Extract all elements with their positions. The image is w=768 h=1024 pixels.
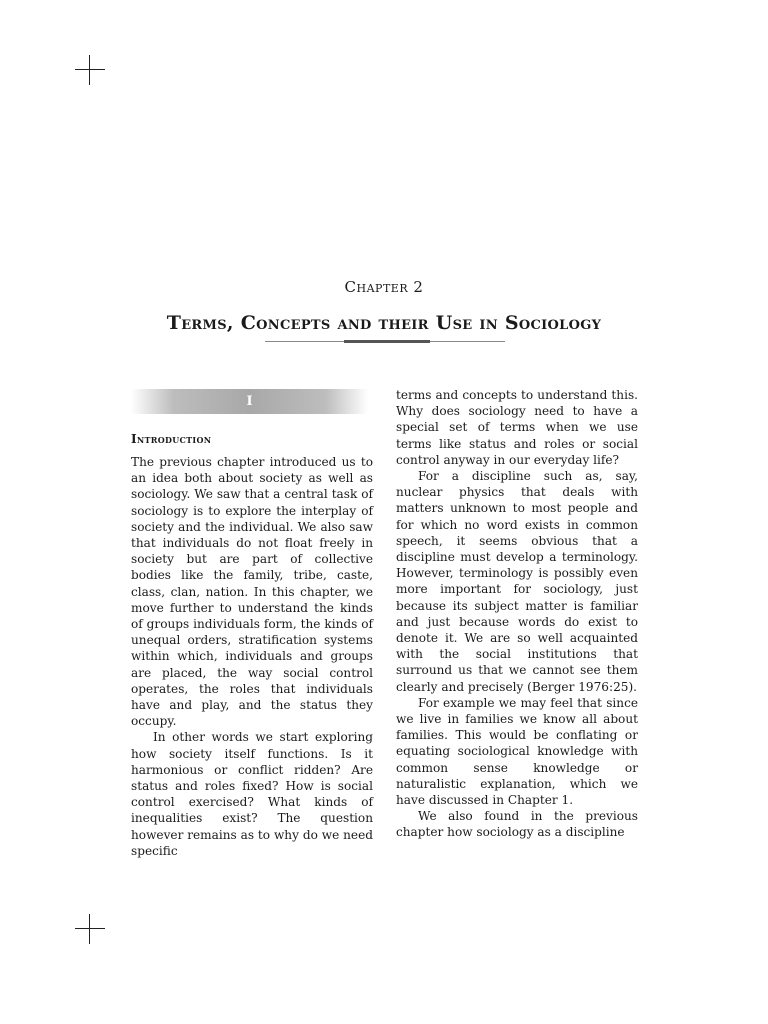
paragraph: The previous chapter introduced us to an idea both about society as well as sociology. We saw that a central task of sociology is to explore the interplay of society and the individual. We also saw that individuals do not float freely in society but are part of collective bodies like the family, tribe, caste, class, clan, nation. In this chapter, we move further to understand the kinds of groups individuals form, the kinds of unequal orders, stratification systems within which, individuals and groups are placed, the way social control operates, the roles that individuals have and play, and the status they occupy.: [131, 455, 373, 729]
left-column: [131, 454, 373, 859]
crop-mark-top: [75, 55, 105, 85]
right-column: [396, 387, 638, 841]
crop-mark-bottom: [75, 914, 105, 944]
paragraph: For a discipline such as, say, nuclear physics that deals with matters unknown to most people and for which no word exists in common speech, it seems obvious that a discipline must develop a terminology. However, terminology is possibly even more important for sociology, just because its subject matter is familiar and just because words do exist to denote it. We are so well acquainted with the social institutions that surround us that we cannot see them clearly and precisely (Berger 1976:25).: [396, 469, 638, 694]
section-number-bar: I: [131, 389, 368, 414]
chapter-title: Terms, Concepts and their Use in Sociology: [166, 312, 602, 334]
paragraph: In other words we start exploring how society itself functions. Is it harmonious or conflict ridden? Are status and roles fixed? How is social control exercised? What kinds of inequalities exist? The question however remains as to why do we need specific: [131, 730, 373, 858]
paragraph: terms and concepts to understand this. Why does sociology need to have a special set of terms when we use terms like status and roles or social control anyway in our everyday life?: [396, 388, 638, 467]
paragraph: For example we may feel that since we live in families we know all about families. This would be conflating or equating sociological knowledge with common sense knowledge or naturalistic explanation, which we have discussed in Chapter 1.: [396, 695, 638, 808]
section-heading: Introduction: [131, 432, 212, 446]
paragraph: We also found in the previous chapter how sociology as a discipline: [396, 809, 638, 840]
title-underline-accent: [344, 340, 430, 343]
chapter-label: Chapter 2: [344, 278, 424, 296]
